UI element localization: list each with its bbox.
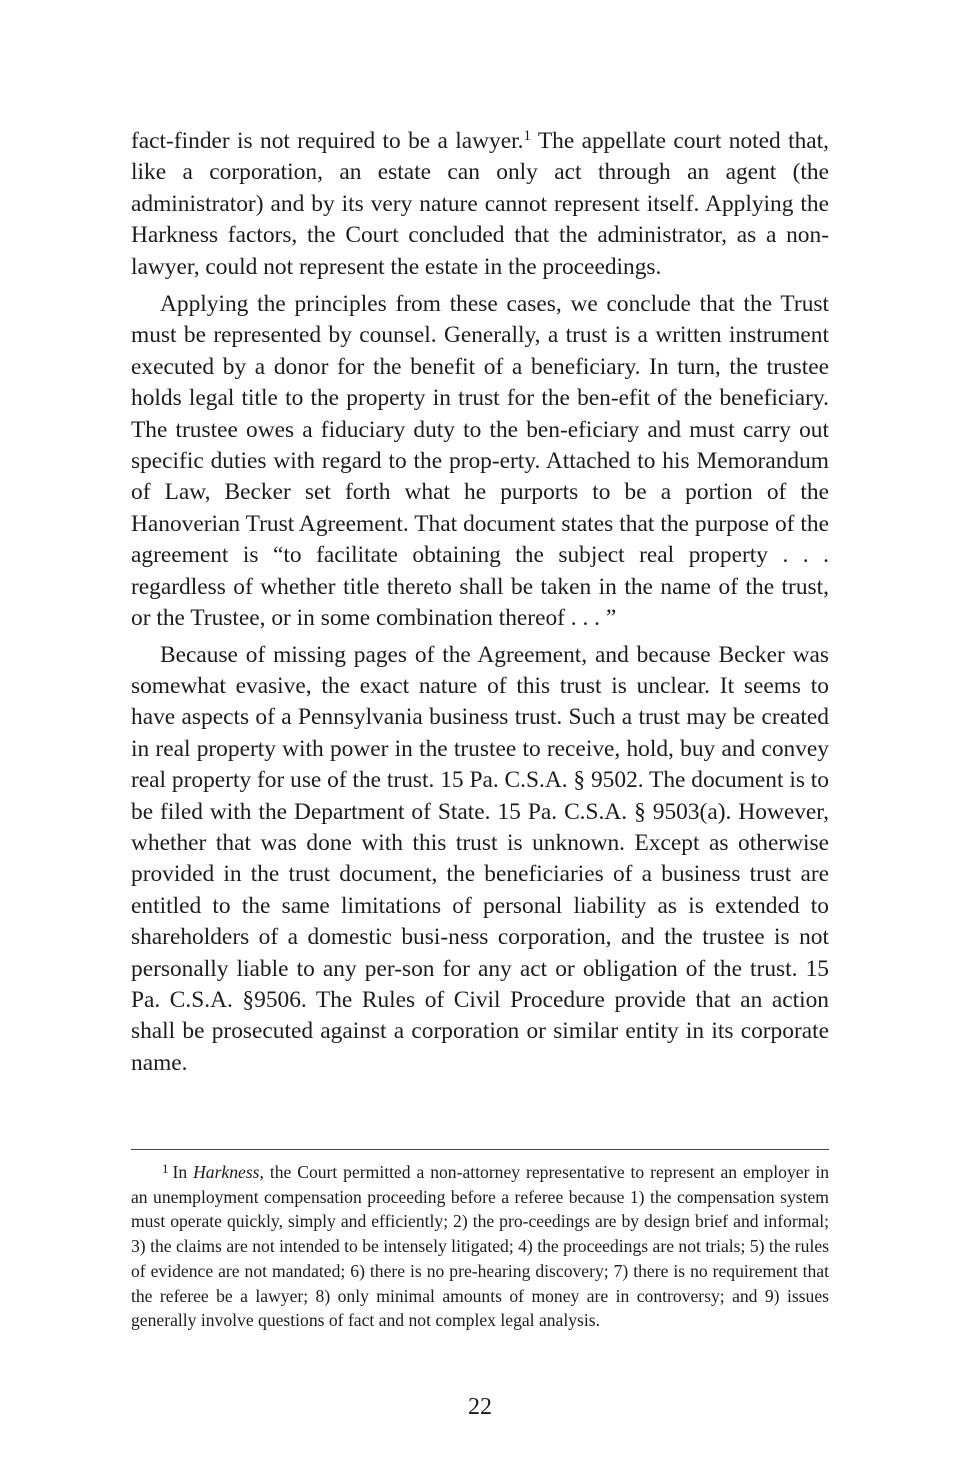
paragraph-1-text-start: fact-finder is not required to be a lawyer. (131, 128, 524, 154)
footnote-case-name: Harkness (193, 1162, 260, 1182)
paragraph-1-text-end: The appellate court noted that, like a corporation, an estate can only act through an agent (the administrator) and by its very nature cannot represent itself. Applying the Harkness factors, the Court concluded that the administrator, as a non-lawyer, could not represent the estate in the proceedings. (131, 128, 830, 280)
page-number: 22 (468, 1394, 492, 1420)
body-text (131, 126, 829, 1079)
footnote-reference: 1 (523, 128, 531, 144)
footnote-marker: 1 (162, 1161, 169, 1176)
paragraph-1 (131, 126, 829, 283)
footnote-divider (131, 1149, 829, 1150)
footnote-prefix: In (172, 1162, 194, 1182)
footnote-1 (131, 1160, 829, 1333)
paragraph-3: Because of missing pages of the Agreement, and because Becker was somewhat evasive, the exact nature of this trust is unclear. It seems to have aspects of a Pennsylvania business trust. Such a trust may be created in real property with power in the trustee to receive, hold, buy and convey real property for use of the trust. 15 Pa. C.S.A. § 9502. The document is to be filed with the Department of State. 15 Pa. C.S.A. § 9503(a). However, whether that was done with this trust is unknown. Except as otherwise provided in the trust document, the beneficiaries of a business trust are entitled to the same limitations of personal liability as is extended to shareholders of a domestic busi-ness corporation, and the trustee is not personally liable to any per-son for any act or obligation of the trust. 15 Pa. C.S.A. §9506. The Rules of Civil Procedure provide that an action shall be prosecuted against a corporation or similar entity in its corporate name. (131, 641, 829, 1076)
paragraph-2: Applying the principles from these cases, we conclude that the Trust must be represented by counsel. Generally, a trust is a written instrument executed by a donor for the benefit of a beneficiary. In turn, the trustee holds legal title to the property in trust for the ben-efit of the beneficiary. The trustee owes a fiduciary duty to the ben-eficiary and must carry out specific duties with regard to the prop-erty. Attached to his Memorandum of Law, Becker set forth what he purports to be a portion of the Hanoverian Trust Agreement. That document states that the purpose of the agreement is “to facilitate obtaining the subject real property . . . regardless of whether title thereto shall be taken in the name of the trust, or the Trustee, or in some combination thereof . . . ” (131, 291, 829, 632)
footnote (131, 1160, 829, 1333)
footnote-text: , the Court permitted a non-attorney representative to represent an employer in an unemployment compensation proceeding before a referee because 1) the compensation system must operate quickly, simply and efficiently; 2) the pro-ceedings are by design brief and informal; 3) the claims are not intended to be intensely litigated; 4) the proceedings are not trials; 5) the rules of evidence are not mandated; 6) there is no pre-hearing discovery; 7) there is no requirement that the referee be a lawyer; 8) only minimal amounts of money are in controversy; and 9) issues generally involve questions of fact and not complex legal analysis. (131, 1162, 830, 1331)
